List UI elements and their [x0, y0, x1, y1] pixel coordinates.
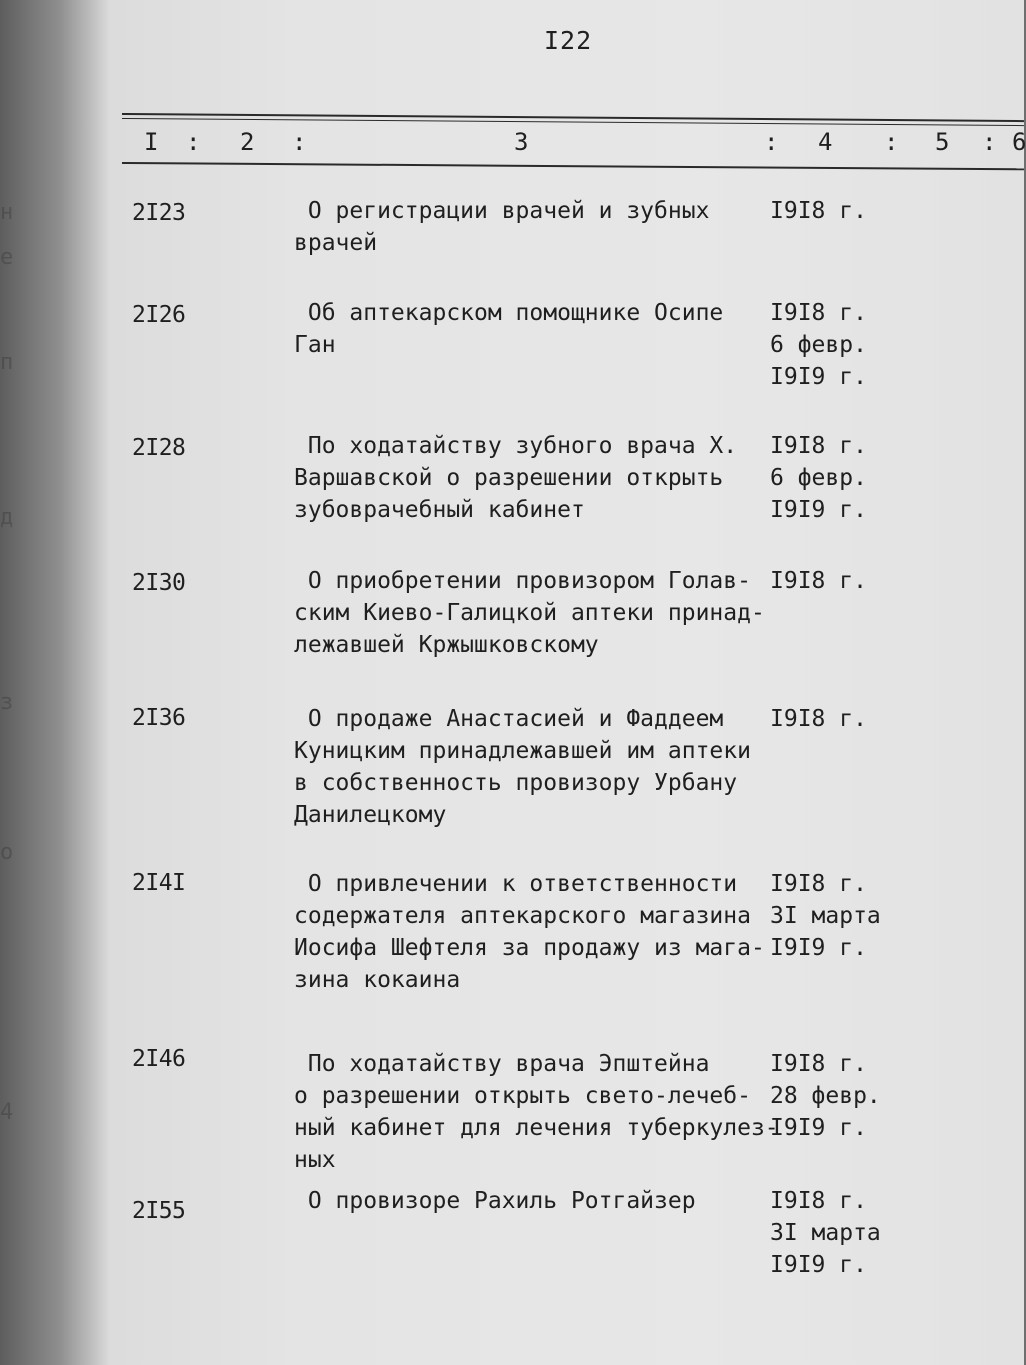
entry-dates — [770, 1185, 880, 1281]
entry-title-line: о разрешении открыть свето-лечеб- — [294, 1083, 751, 1109]
entry-title-line: зубоврачебный кабинет — [294, 497, 585, 523]
edge-mark: п — [0, 350, 14, 375]
entry-number: 2I28 — [132, 435, 186, 461]
edge-mark: о — [0, 840, 14, 865]
entry-title — [294, 1048, 779, 1176]
entry-date-line: 28 февр. — [770, 1083, 881, 1109]
entry-number: 2I4I — [132, 870, 186, 896]
entry-date-line: I9I9 г. — [770, 1115, 867, 1141]
entry-number: 2I36 — [132, 705, 186, 731]
entry-date-line: 3I марта — [770, 903, 881, 929]
entry-date-line: 3I марта — [770, 1220, 881, 1246]
entry-date-line: I9I9 г. — [770, 364, 867, 390]
entry-title — [294, 703, 774, 831]
column-separator: : — [292, 128, 307, 156]
entry-date-line: I9I9 г. — [770, 497, 867, 523]
edge-mark: н — [0, 200, 14, 225]
entry-title — [294, 430, 774, 526]
entry-dates — [770, 703, 880, 735]
entry-date-line: 6 февр. — [770, 332, 867, 358]
edge-mark: д — [0, 505, 14, 530]
entry-dates — [770, 195, 880, 227]
entry-title-line: Иосифа Шефтеля за продажу из мага- — [294, 935, 765, 961]
entry-number: 2I46 — [132, 1046, 186, 1072]
edge-mark: з — [0, 690, 14, 715]
entry-title-line: О приобретении провизором Голав- — [294, 568, 751, 594]
entry-title-line: ных — [294, 1147, 336, 1173]
entry-title — [294, 195, 774, 259]
entry-dates — [770, 430, 880, 526]
column-header-4: 4 — [818, 128, 833, 156]
entry-title-line: О регистрации врачей и зубных — [294, 198, 710, 224]
entry-number: 2I23 — [132, 200, 186, 226]
entry-title-line: О продаже Анастасией и Фаддеем — [294, 706, 724, 732]
column-header-2: 2 — [240, 128, 255, 156]
entry-title — [294, 565, 774, 661]
entry-date-line: I9I8 г. — [770, 1051, 867, 1077]
entry-title-line: содержателя аптекарского магазина — [294, 903, 751, 929]
entry-date-line: I9I8 г. — [770, 300, 867, 326]
entry-title-line: в собственность провизору Урбану — [294, 770, 738, 796]
entry-title-line: Куницким принадлежавшей им аптеки — [294, 738, 751, 764]
entry-date-line: I9I9 г. — [770, 935, 867, 961]
entry-date-line: I9I8 г. — [770, 1188, 867, 1214]
entry-dates — [770, 1048, 880, 1144]
entry-date-line: I9I8 г. — [770, 871, 867, 897]
entry-date-line: I9I8 г. — [770, 433, 867, 459]
entry-title — [294, 297, 774, 361]
entry-title — [294, 868, 774, 996]
entry-dates — [770, 868, 880, 964]
entry-title-line: По ходатайству зубного врача Х. — [294, 433, 738, 459]
column-separator: : — [186, 128, 201, 156]
entry-title-line: зина кокаина — [294, 967, 461, 993]
entry-title-line: Данилецкому — [294, 802, 447, 828]
entry-date-line: I9I8 г. — [770, 198, 867, 224]
entry-dates — [770, 565, 880, 597]
entry-date-line: I9I8 г. — [770, 706, 867, 732]
entry-dates — [770, 297, 880, 393]
entry-title-line: ный кабинет для лечения туберкулез- — [294, 1115, 779, 1141]
entry-title-line: врачей — [294, 230, 378, 256]
column-separator: : — [764, 128, 779, 156]
entry-title-line: ским Киево-Галицкой аптеки принад- — [294, 600, 765, 626]
entry-date-line: I9I9 г. — [770, 1252, 867, 1278]
column-header-1: I — [144, 128, 159, 156]
entry-title-line: Варшавской о разрешении открыть — [294, 465, 724, 491]
entry-date-line: 6 февр. — [770, 465, 867, 491]
entry-title-line: Ган — [294, 332, 336, 358]
entry-title-line: Об аптекарском помощнике Осипе — [294, 300, 724, 326]
entry-title-line: По ходатайству врача Эпштейна — [294, 1051, 710, 1077]
entry-number: 2I30 — [132, 570, 186, 596]
column-header-5: 5 — [935, 128, 950, 156]
entry-date-line: I9I8 г. — [770, 568, 867, 594]
entry-number: 2I26 — [132, 302, 186, 328]
page-number: I22 — [544, 26, 593, 55]
entry-title-line: лежавшей Кржышковскому — [294, 632, 599, 658]
entry-title-line: О привлечении к ответственности — [294, 871, 738, 897]
entry-title-line: О провизоре Рахиль Ротгайзер — [294, 1188, 696, 1214]
column-separator: : — [884, 128, 899, 156]
entry-number: 2I55 — [132, 1198, 186, 1224]
column-separator: : — [982, 128, 997, 156]
header-rule-bottom — [122, 162, 1024, 170]
column-header-6: 6 — [1012, 128, 1026, 156]
column-header-3: 3 — [514, 128, 529, 156]
edge-mark: 4 — [0, 1100, 14, 1125]
entry-title — [294, 1185, 774, 1217]
edge-mark: е — [0, 245, 14, 270]
